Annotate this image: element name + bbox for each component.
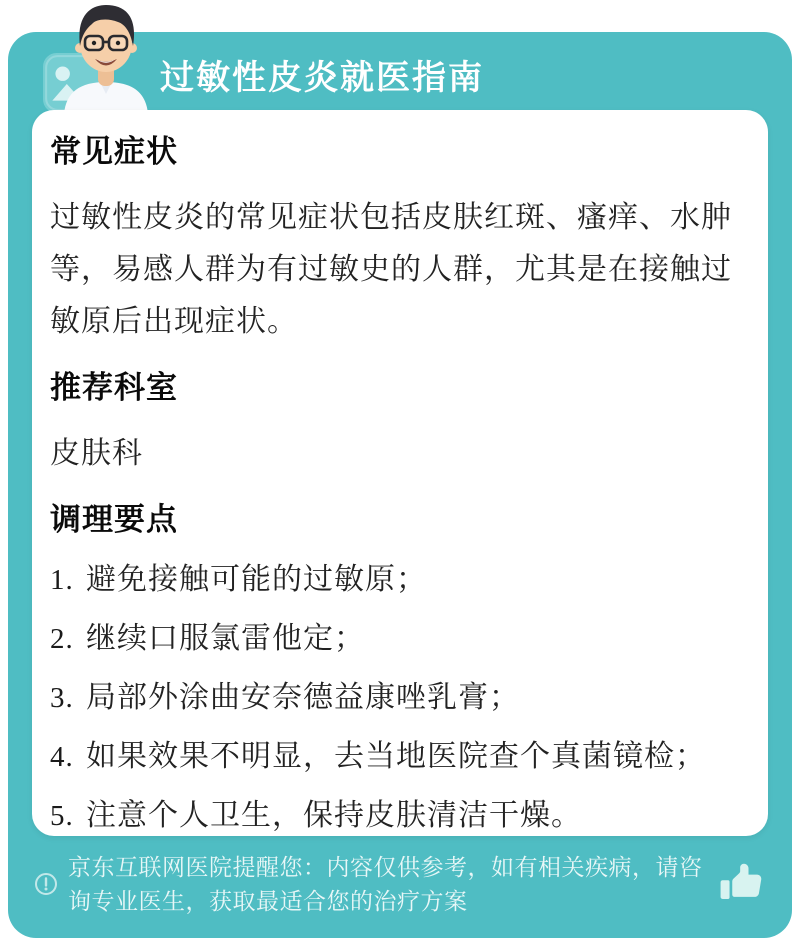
care-item-text: 避免接触可能的过敏原； xyxy=(86,563,427,596)
info-icon xyxy=(34,872,58,896)
care-item-number: 1. xyxy=(50,564,74,596)
content-card xyxy=(32,110,768,836)
care-item-1 xyxy=(50,562,750,598)
care-list xyxy=(50,562,750,834)
care-item-number: 5. xyxy=(50,800,74,832)
symptoms-text: 过敏性皮炎的常见症状包括皮肤红斑、瘙痒、水肿等，易感人群为有过敏史的人群，尤其是在接触过敏原后出现症状。 xyxy=(50,201,732,338)
page-title: 过敏性皮炎就医指南 xyxy=(160,59,484,97)
disclaimer-text: 京东互联网医院提醒您：内容仅供参考，如有相关疾病，请咨询专业医生，获取最适合您的治疗方案 xyxy=(68,854,703,914)
care-item-4 xyxy=(50,739,750,775)
header xyxy=(8,32,792,110)
care-item-number: 4. xyxy=(50,741,74,773)
care-item-3 xyxy=(50,680,750,716)
care-item-text: 继续口服氯雷他定； xyxy=(86,622,365,655)
department-text: 皮肤科 xyxy=(50,437,143,470)
doctor-avatar xyxy=(46,2,166,114)
care-item-5 xyxy=(50,798,750,834)
disclaimer-bar xyxy=(34,848,766,920)
care-item-text: 注意个人卫生，保持皮肤清洁干燥。 xyxy=(86,799,582,832)
care-item-text: 如果效果不明显，去当地医院查个真菌镜检； xyxy=(86,740,706,773)
care-item-2 xyxy=(50,621,750,657)
thumbs-up-icon[interactable] xyxy=(716,859,766,909)
section-heading-symptoms: 常见症状 xyxy=(50,134,178,169)
guide-panel xyxy=(8,32,792,938)
section-heading-care: 调理要点 xyxy=(50,502,178,537)
care-item-text: 局部外涂曲安奈德益康唑乳膏； xyxy=(86,681,520,714)
section-heading-department: 推荐科室 xyxy=(50,370,178,405)
care-item-number: 2. xyxy=(50,623,74,655)
care-item-number: 3. xyxy=(50,682,74,714)
